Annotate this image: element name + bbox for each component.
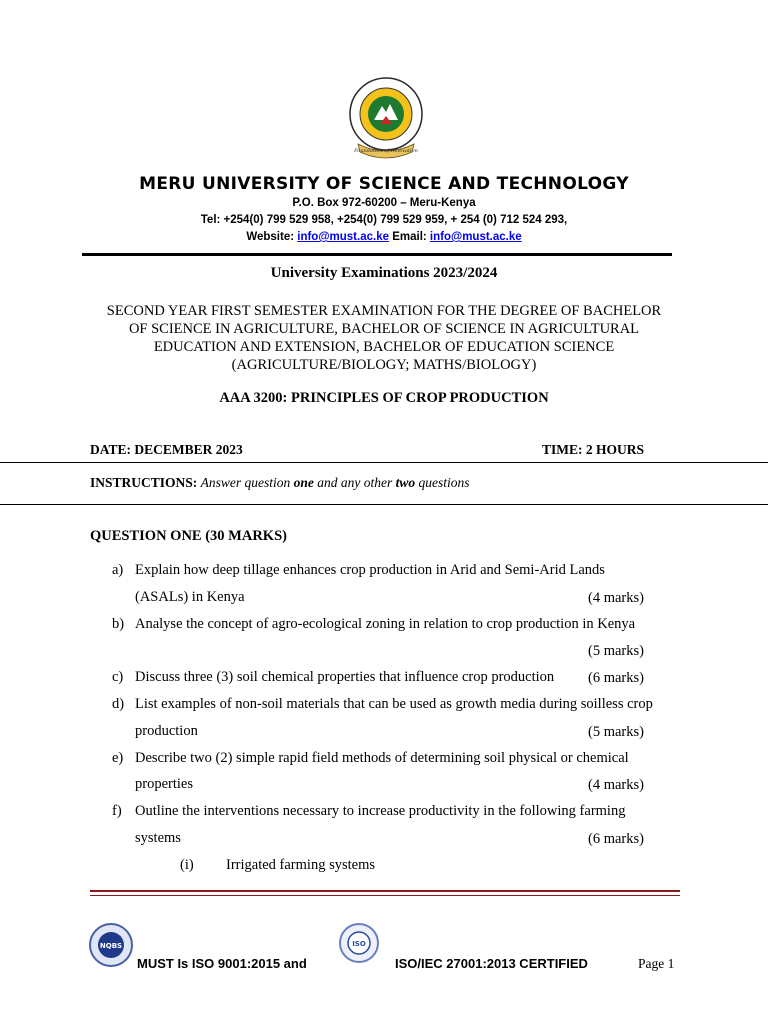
question-text: properties — [135, 776, 193, 792]
question-marks: (6 marks) — [588, 831, 644, 847]
nqbs-badge-text: NQBS — [99, 942, 123, 950]
university-name: MERU UNIVERSITY OF SCIENCE AND TECHNOLOGY — [139, 174, 629, 194]
exam-date: DATE: DECEMBER 2023 — [90, 442, 243, 457]
question-text: Explain how deep tillage enhances crop production in Arid and Semi-Arid Lands — [135, 562, 605, 578]
question-text: Analyse the concept of agro-ecological zoning in relation to crop production in Kenya — [135, 616, 636, 632]
description-line: OF SCIENCE IN AGRICULTURE, BACHELOR OF SCIENCE IN AGRICULTURAL — [128, 321, 640, 337]
question-marks: (5 marks) — [588, 724, 644, 740]
exam-session: University Examinations 2023/2024 — [270, 265, 498, 281]
question-text: production — [135, 723, 198, 739]
website-link[interactable]: info@must.ac.ke — [297, 231, 389, 243]
iso-badge — [338, 922, 380, 964]
instructions-part1: Answer question — [200, 475, 291, 490]
question-text: List examples of non-soil materials that can be used as growth media during soilless crop — [135, 696, 653, 712]
sub-item-label: (i) — [180, 857, 194, 873]
address: P.O. Box 972-60200 – Meru-Kenya — [292, 197, 476, 209]
question-marks: (5 marks) — [588, 643, 644, 659]
page-number: Page 1 — [638, 956, 675, 971]
question-label: e) — [112, 750, 124, 766]
instructions-one: one — [293, 475, 314, 490]
iso-9001-text: MUST Is ISO 9001:2015 and — [137, 956, 307, 971]
question-label: f) — [112, 803, 122, 819]
question-label: a) — [112, 562, 124, 578]
instructions-two: two — [395, 475, 416, 490]
course-title: AAA 3200: PRINCIPLES OF CROP PRODUCTION — [219, 390, 549, 406]
university-logo — [340, 72, 432, 164]
question-text: Discuss three (3) soil chemical properties that influence crop production — [135, 669, 555, 685]
instructions-label: INSTRUCTIONS: — [90, 475, 198, 490]
question-marks: (6 marks) — [588, 670, 644, 686]
iso-badge-text: ISO — [352, 940, 366, 948]
instructions-rule — [0, 504, 768, 505]
question-text: (ASALs) in Kenya — [135, 589, 245, 605]
header-rule — [82, 253, 672, 256]
description-line: (AGRICULTURE/BIOLOGY; MATHS/BIOLOGY) — [231, 357, 537, 373]
instructions — [90, 475, 470, 491]
instructions-part2: and any other — [317, 475, 393, 490]
description-line: EDUCATION AND EXTENSION, BACHELOR OF EDUCATION SCIENCE — [153, 339, 615, 355]
telephone: Tel: +254(0) 799 529 958, +254(0) 799 529 959, + 254 (0) 712 524 293, — [200, 214, 568, 226]
question-label: c) — [112, 669, 124, 685]
contact-line — [0, 231, 768, 243]
exam-time: TIME: 2 HOURS — [542, 442, 645, 457]
email-label: Email: — [392, 231, 427, 243]
footer-rule-bottom — [90, 895, 680, 896]
description-line: SECOND YEAR FIRST SEMESTER EXAMINATION FOR THE DEGREE OF BACHELOR — [106, 303, 662, 319]
instructions-part3: questions — [418, 475, 470, 490]
date-rule — [0, 462, 768, 463]
question-label: b) — [112, 616, 125, 632]
nqbs-badge — [88, 922, 134, 968]
sub-item-text: Irrigated farming systems — [226, 857, 375, 873]
email-link[interactable]: info@must.ac.ke — [429, 231, 522, 243]
iso-27001-text: ISO/IEC 27001:2013 CERTIFIED — [395, 956, 588, 971]
exam-description — [0, 302, 768, 374]
question-text: systems — [135, 830, 181, 846]
question-marks: (4 marks) — [588, 777, 644, 793]
website-label: Website: — [246, 231, 295, 243]
question-text: Outline the interventions necessary to increase productivity in the following farming — [135, 803, 626, 819]
footer-rule-top — [90, 890, 680, 892]
question-label: d) — [112, 696, 125, 712]
question-one-title: QUESTION ONE (30 MARKS) — [90, 528, 287, 544]
logo-motto: Foundation of Innovation — [354, 148, 418, 154]
question-marks: (4 marks) — [588, 590, 644, 606]
question-text: Describe two (2) simple rapid field methods of determining soil physical or chemical — [135, 750, 629, 766]
